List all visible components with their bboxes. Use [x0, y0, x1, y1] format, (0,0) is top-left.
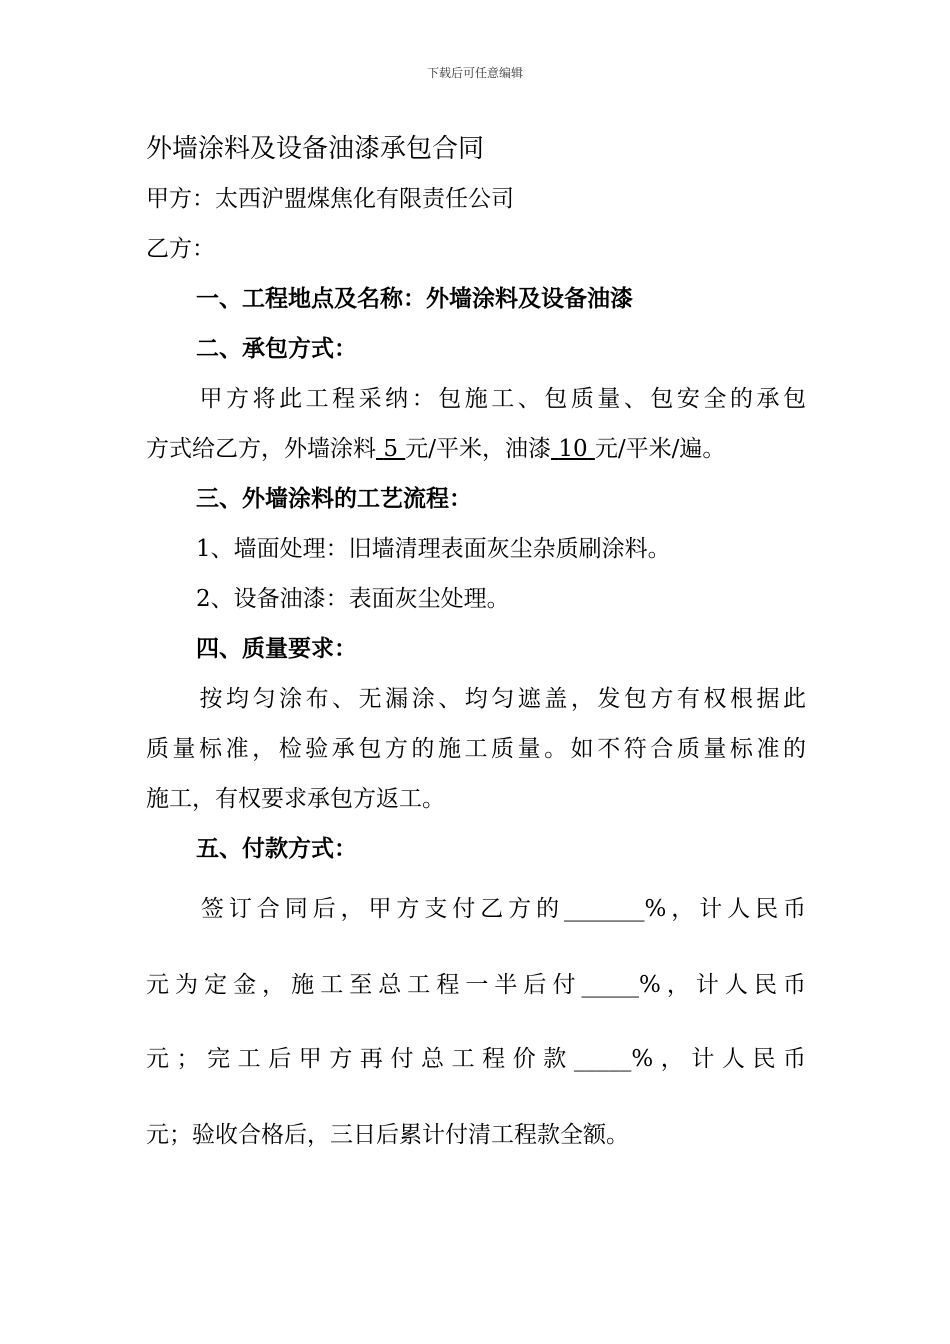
- party-b: 乙方：: [146, 236, 215, 262]
- section-3-item-1: 1、墙面处理：旧墙清理表面灰尘杂质刷涂料。: [196, 536, 671, 562]
- section-5-text: %，计人民币: [638, 972, 806, 998]
- section-2-paragraph-line-1: [146, 384, 806, 414]
- section-5-text: %，计人民币: [644, 896, 806, 922]
- section-1-heading: 一、工程地点及名称：外墙涂料及设备油漆: [196, 286, 633, 312]
- midway-percent-blank[interactable]: _____: [581, 972, 639, 998]
- section-2-paragraph-line-2: [146, 434, 806, 464]
- section-5-paragraph-line-1: [146, 894, 806, 924]
- section-5-text: 元为定金，施工至总工程一半后付: [146, 972, 582, 998]
- section-4-paragraph-line-1: [146, 684, 806, 714]
- deposit-percent-blank[interactable]: _______: [564, 896, 645, 922]
- section-3-item-2: 2、设备油漆：表面灰尘处理。: [196, 586, 510, 612]
- coating-price-value: 5: [383, 436, 398, 462]
- section-4-text: 按均匀涂布、无漏涂、均匀遮盖，发包方有权根据此: [196, 686, 806, 712]
- section-4-heading: 四、质量要求：: [196, 636, 357, 662]
- section-2-heading: 二、承包方式：: [196, 336, 357, 362]
- section-2-text: 甲方将此工程采纳：包施工、包质量、包安全的承包: [196, 386, 806, 412]
- section-5-paragraph-line-3: [146, 1044, 806, 1074]
- section-5-heading: 五、付款方式：: [196, 836, 357, 862]
- section-5-text: 签订合同后，甲方支付乙方的: [196, 896, 564, 922]
- document-title: 外墙涂料及设备油漆承包合同: [146, 134, 485, 164]
- section-2-text: 元/平米/遍。: [594, 436, 726, 462]
- section-4-paragraph-line-3: 施工，有权要求承包方返工。: [146, 786, 445, 812]
- section-5-paragraph-line-2: [146, 970, 806, 1000]
- page-header-note: 下载后可任意编辑: [426, 66, 523, 80]
- completion-percent-blank[interactable]: _____: [573, 1046, 632, 1072]
- section-5-text: 元；完工后甲方再付总工程价款: [146, 1046, 574, 1072]
- section-5-text: %，计人民币: [631, 1046, 806, 1072]
- paint-price-value: 10: [558, 436, 588, 462]
- section-2-text: 方式给乙方，外墙涂料: [146, 436, 376, 462]
- section-5-paragraph-line-4: 元；验收合格后，三日后累计付清工程款全额。: [146, 1122, 629, 1148]
- section-2-text: 元/平米，油漆: [405, 436, 552, 462]
- section-3-heading: 三、外墙涂料的工艺流程：: [196, 486, 472, 512]
- section-4-paragraph-line-2: 质量标准，检验承包方的施工质量。如不符合质量标准的: [146, 736, 806, 762]
- party-a: 甲方：太西沪盟煤焦化有限责任公司: [146, 186, 514, 212]
